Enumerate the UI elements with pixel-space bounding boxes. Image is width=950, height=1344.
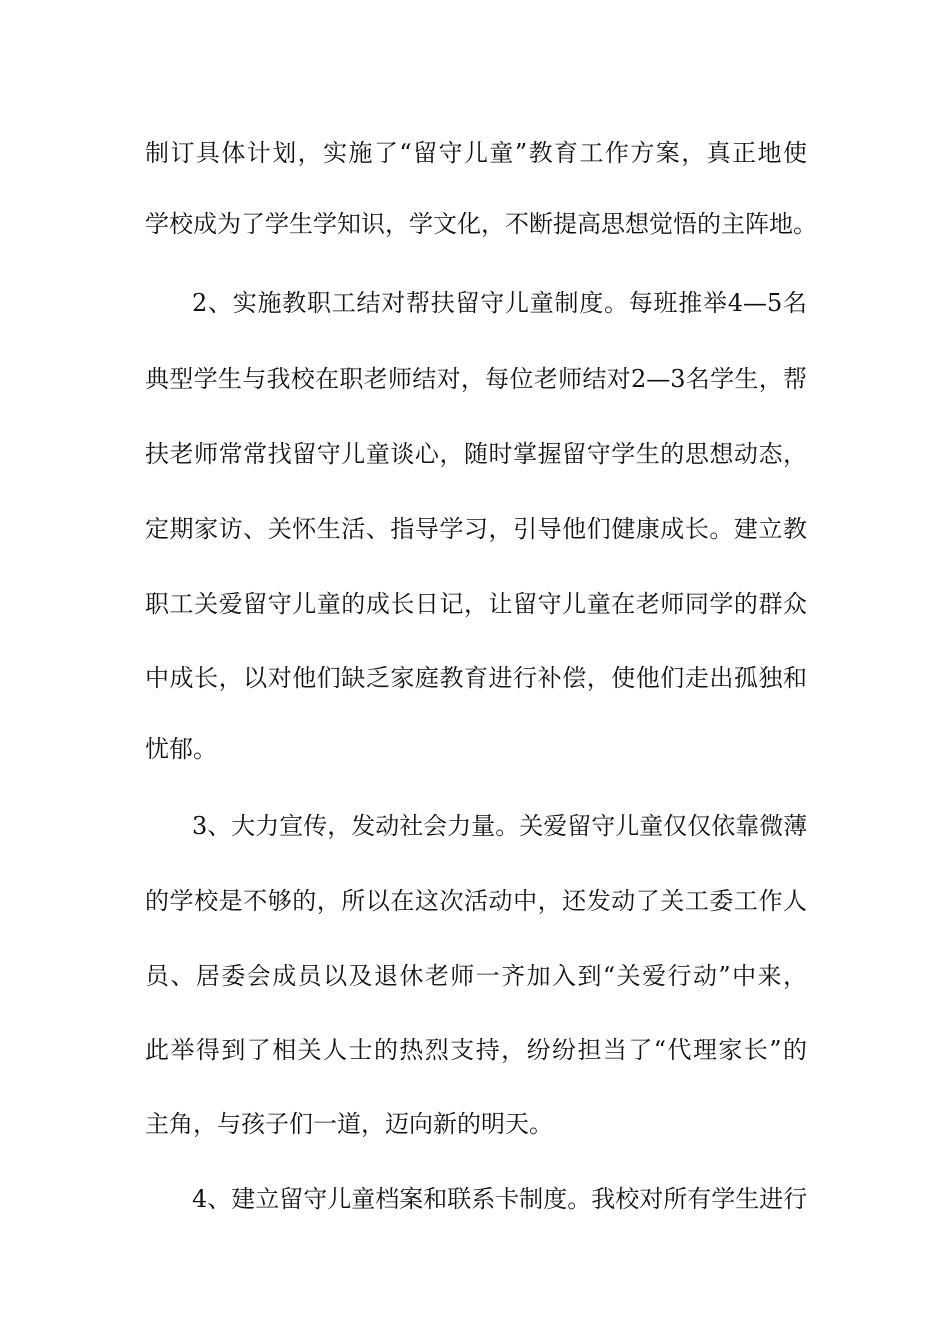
paragraph-start-line: 4、建立留守儿童档案和联系卡制度。我校对所有学生进行 (192, 1185, 808, 1213)
text-line: 扶老师常常找留守儿童谈心，随时掌握留守学生的思想动态， (145, 440, 807, 468)
text-line: 职工关爱留守儿童的成长日记，让留守儿童在老师同学的群众 (145, 590, 807, 618)
text-line: 中成长，以对他们缺乏家庭教育进行补偿，使他们走出孤独和 (145, 664, 807, 692)
paragraph-start-line: 2、实施教职工结对帮扶留守儿童制度。每班推举4—5名 (192, 289, 807, 317)
text-line: 制订具体计划，实施了“留守儿童”教育工作方案，真正地使 (145, 139, 807, 167)
paragraph-end-line: 忧郁。 (145, 735, 217, 763)
paragraph-end-line: 主角，与孩子们一道，迈向新的明天。 (145, 1110, 553, 1138)
text-line: 典型学生与我校在职老师结对，每位老师结对2—3名学生，帮 (145, 365, 807, 393)
text-line: 员、居委会成员以及退休老师一齐加入到“关爱行动”中来， (145, 962, 807, 990)
paragraph-start-line: 3、大力宣传，发动社会力量。关爱留守儿童仅仅依靠微薄 (192, 812, 808, 840)
text-line: 学校成为了学生学知识，学文化，不断提高思想觉悟的主阵地。 (145, 210, 817, 238)
text-line: 此举得到了相关人士的热烈支持，纷纷担当了“代理家长”的 (145, 1036, 807, 1064)
text-line: 的学校是不够的，所以在这次活动中，还发动了关工委工作人 (145, 887, 807, 915)
text-line: 定期家访、关怀生活、指导学习，引导他们健康成长。建立教 (145, 515, 807, 543)
